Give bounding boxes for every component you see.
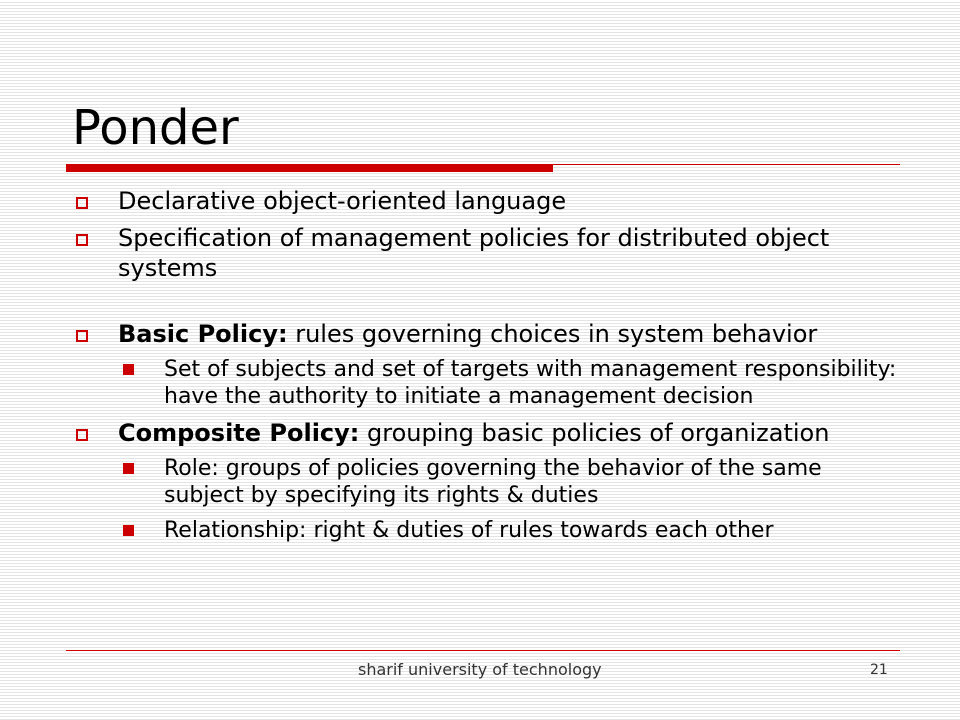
filled-square-bullet-icon bbox=[123, 463, 134, 474]
hollow-square-bullet-icon bbox=[76, 330, 88, 342]
bullet-term: Composite Policy: bbox=[118, 419, 360, 447]
hollow-square-bullet-icon bbox=[76, 234, 88, 246]
bullet-text: grouping basic policies of organization bbox=[359, 419, 830, 447]
filled-square-bullet-icon bbox=[123, 364, 134, 375]
bullet-text: rules governing choices in system behavior bbox=[287, 320, 818, 348]
bullet-text: Declarative object-oriented language bbox=[118, 187, 567, 215]
bullet-list bbox=[70, 186, 900, 552]
sub-bullet-text: Relationship: right & duties of rules towards each other bbox=[164, 518, 774, 543]
sub-bullet-text: Set of subjects and set of targets with management responsibility: have the authority to initiate a management decision bbox=[164, 357, 897, 409]
bullet-declarative-language bbox=[70, 186, 900, 216]
footer-divider bbox=[66, 650, 900, 651]
sub-bullet-subjects-targets bbox=[70, 356, 900, 410]
sub-bullet-role bbox=[70, 455, 900, 509]
bullet-basic-policy bbox=[70, 319, 900, 349]
bullet-specification bbox=[70, 223, 900, 283]
sub-bullet-relationship bbox=[70, 517, 900, 544]
bullet-text: Specification of management policies for distributed object systems bbox=[118, 224, 830, 282]
page-number: 21 bbox=[870, 662, 888, 678]
bullet-term: Basic Policy: bbox=[118, 320, 288, 348]
filled-square-bullet-icon bbox=[123, 525, 134, 536]
footer-text: sharif university of technology bbox=[358, 660, 602, 679]
title-underline-thick bbox=[66, 164, 553, 172]
hollow-square-bullet-icon bbox=[76, 197, 88, 209]
bullet-composite-policy bbox=[70, 418, 900, 448]
sub-bullet-text: Role: groups of policies governing the behavior of the same subject by specifying its rights & duties bbox=[164, 456, 822, 508]
title-underline-thin bbox=[553, 164, 900, 165]
slide-title: Ponder bbox=[72, 100, 239, 156]
hollow-square-bullet-icon bbox=[76, 429, 88, 441]
